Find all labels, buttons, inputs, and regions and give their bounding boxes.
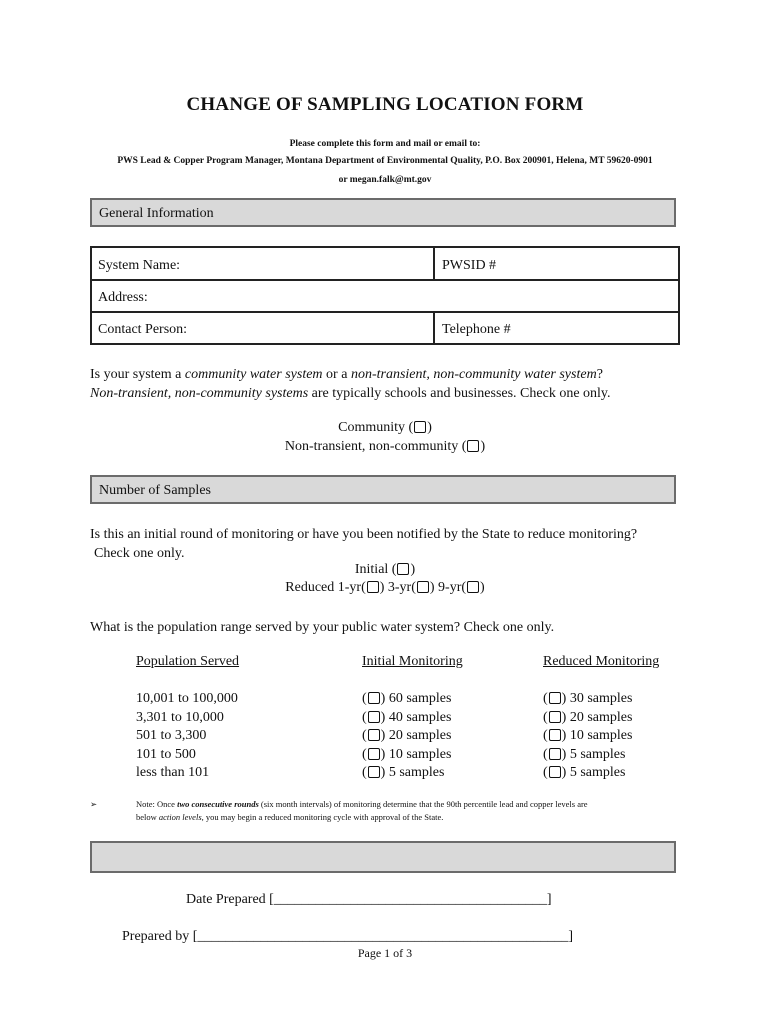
question-emphasis: non-transient, non-community water system <box>350 367 597 382</box>
note-part: below <box>136 812 159 822</box>
reduced-option <box>543 727 632 746</box>
system-type-question <box>90 365 690 403</box>
reduced-samples-label: ) 30 samples <box>561 691 633 706</box>
reduced-samples-checkbox[interactable] <box>549 748 561 760</box>
option-reduced <box>0 580 770 596</box>
initial-samples-label: ) 40 samples <box>380 709 452 725</box>
prepared-by-blank[interactable]: _____________________________________________________ <box>197 929 569 944</box>
initial-samples-label: ) 20 samples <box>380 728 452 743</box>
reduced-9yr-checkbox[interactable] <box>467 581 479 593</box>
date-prepared-blank[interactable]: _______________________________________ <box>273 892 547 907</box>
option-label: Community ( <box>338 420 414 435</box>
note-part: , you may begin a reduced monitoring cycle with approval of the State. <box>201 812 444 822</box>
section-blank-bar <box>90 841 676 873</box>
option-label: ) 9-yr( <box>429 580 467 595</box>
population-range: 101 to 500 <box>136 746 196 762</box>
instructions-line-1: Please complete this form and mail or email to: <box>289 139 481 149</box>
header-population-served: Population Served <box>136 654 240 669</box>
note-emphasis: two consecutive rounds <box>177 799 259 809</box>
prepared-by-field[interactable] <box>122 929 573 945</box>
prepared-by-label: Prepared by [ <box>122 929 198 944</box>
initial-option <box>362 709 451 728</box>
table-divider <box>433 311 435 343</box>
reduced-samples-checkbox[interactable] <box>549 711 561 723</box>
initial-samples-checkbox[interactable] <box>368 692 380 704</box>
ntnc-checkbox[interactable] <box>467 440 479 452</box>
initial-option <box>362 764 444 783</box>
option-paren: ) <box>480 580 485 595</box>
option-paren: ( <box>543 746 548 762</box>
option-paren: ) <box>410 562 416 577</box>
header-reduced-monitoring: Reduced Monitoring <box>543 654 660 669</box>
reduced-samples-checkbox[interactable] <box>549 729 561 741</box>
monitoring-question: Is this an initial round of monitoring or have you been notified by the State to reduce monitoring? <box>90 527 638 542</box>
reduced-option <box>543 764 625 783</box>
date-prepared-label: Date Prepared [ <box>186 892 274 907</box>
question-text: or a <box>322 367 351 382</box>
table-divider <box>92 311 678 313</box>
option-paren: ( <box>543 728 548 743</box>
community-checkbox[interactable] <box>414 421 426 433</box>
reduced-samples-label: ) 20 samples <box>561 709 633 725</box>
table-divider <box>433 248 435 279</box>
system-name-field[interactable]: System Name: <box>98 258 181 273</box>
initial-option <box>362 746 451 765</box>
option-paren: ) <box>427 420 432 435</box>
date-prepared-close: ] <box>546 892 552 907</box>
reduced-samples-label: ) 5 samples <box>561 746 626 762</box>
population-range: 501 to 3,300 <box>136 728 207 743</box>
reduced-samples-checkbox[interactable] <box>549 766 561 778</box>
section-general-information <box>90 198 676 227</box>
option-label: Reduced 1-yr( <box>285 580 366 595</box>
option-paren: ( <box>362 746 367 762</box>
reduced-1yr-checkbox[interactable] <box>367 581 379 593</box>
reduced-option <box>543 746 625 765</box>
note-part: (six month intervals) of monitoring determine that the 90th percentile lead and copper levels are <box>258 799 588 809</box>
reduced-option <box>543 709 632 728</box>
contact-person-field[interactable]: Contact Person: <box>98 322 188 337</box>
address-field[interactable]: Address: <box>98 290 148 305</box>
pwsid-field[interactable]: PWSID # <box>442 258 497 273</box>
question-text: ? <box>596 367 603 382</box>
option-label: ) 3-yr( <box>379 580 416 595</box>
question-text: are typically schools and businesses. Check one only. <box>308 386 611 401</box>
date-prepared-field[interactable] <box>186 892 552 908</box>
note-bullet: ➢ <box>90 799 98 809</box>
option-paren: ( <box>543 709 548 725</box>
table-divider <box>92 279 678 281</box>
option-paren: ( <box>362 691 367 706</box>
initial-option <box>362 690 451 709</box>
page-number: Page 1 of 3 <box>357 946 413 960</box>
question-text: Is your system a <box>90 367 185 382</box>
reduced-samples-label: ) 10 samples <box>561 728 633 743</box>
section-samples-label: Number of Samples <box>99 483 211 498</box>
population-range: 3,301 to 10,000 <box>136 709 224 725</box>
initial-option <box>362 727 451 746</box>
header-initial-monitoring: Initial Monitoring <box>362 654 463 669</box>
system-info-table <box>90 246 680 345</box>
telephone-field[interactable]: Telephone # <box>442 322 511 337</box>
initial-samples-label: ) 5 samples <box>380 765 445 780</box>
instructions-email: or megan.falk@mt.gov <box>338 175 432 185</box>
option-label: Non-transient, non-community ( <box>284 439 467 454</box>
option-community <box>0 420 770 436</box>
population-question: What is the population range served by your public water system? Check one only. <box>90 620 555 635</box>
option-paren: ( <box>362 765 367 780</box>
instructions-line-2: PWS Lead & Copper Program Manager, Montana Department of Environmental Quality, P.O. Box 200901, Helena, MT 59620-0901 <box>117 156 653 166</box>
initial-samples-checkbox[interactable] <box>368 729 380 741</box>
population-range: less than 101 <box>136 765 210 780</box>
note-text <box>136 798 696 824</box>
initial-samples-checkbox[interactable] <box>368 711 380 723</box>
initial-samples-checkbox[interactable] <box>368 766 380 778</box>
form-title: CHANGE OF SAMPLING LOCATION FORM <box>186 94 584 115</box>
section-number-of-samples <box>90 475 676 504</box>
option-paren: ( <box>362 709 367 725</box>
note-emphasis: action levels <box>158 812 202 822</box>
initial-checkbox[interactable] <box>397 563 409 575</box>
option-initial <box>0 562 770 578</box>
option-label: Initial ( <box>354 562 397 577</box>
reduced-samples-label: ) 5 samples <box>561 765 626 780</box>
section-general-label: General Information <box>99 206 214 221</box>
prepared-by-close: ] <box>568 929 574 944</box>
reduced-samples-checkbox[interactable] <box>549 692 561 704</box>
initial-samples-label: ) 60 samples <box>380 691 452 706</box>
question-emphasis: Non-transient, non-community systems <box>90 386 309 401</box>
option-paren: ) <box>480 439 486 454</box>
initial-samples-label: ) 10 samples <box>380 746 452 762</box>
option-paren: ( <box>362 728 367 743</box>
reduced-3yr-checkbox[interactable] <box>417 581 429 593</box>
reduced-option <box>543 690 632 709</box>
initial-samples-checkbox[interactable] <box>368 748 380 760</box>
population-range: 10,001 to 100,000 <box>136 691 238 706</box>
monitoring-check-one: Check one only. <box>94 546 185 561</box>
option-paren: ( <box>543 765 548 780</box>
option-ntnc <box>0 439 770 455</box>
question-emphasis: community water system <box>184 367 323 382</box>
option-paren: ( <box>543 691 548 706</box>
note-part: Note: Once <box>136 799 178 809</box>
